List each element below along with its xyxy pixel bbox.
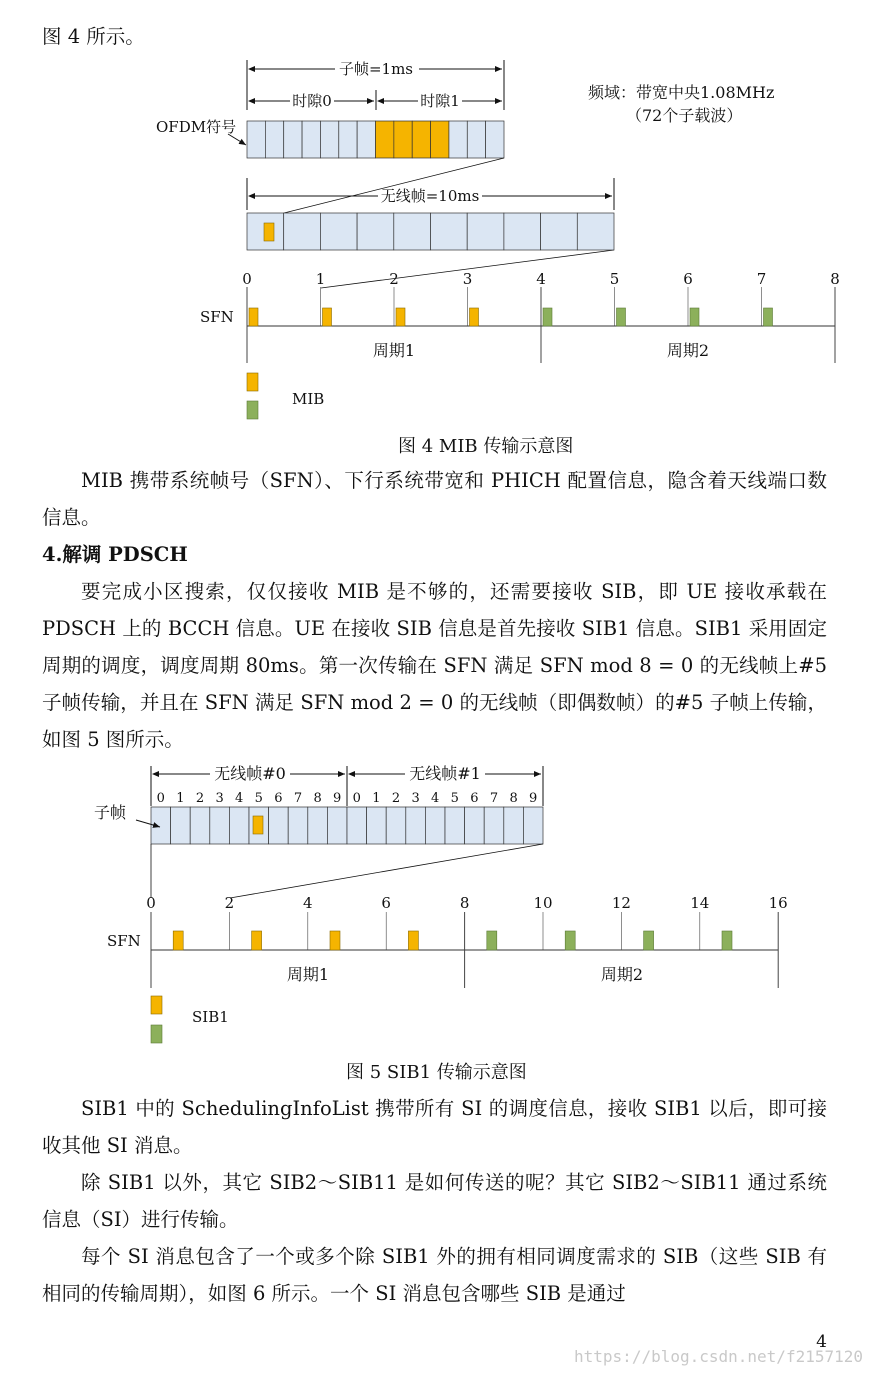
- ofdm-label: OFDM符号: [156, 118, 237, 136]
- subframe-label: 子帧: [94, 803, 127, 822]
- sfn5-block: [408, 931, 418, 950]
- subframe-cell: [504, 213, 541, 250]
- watermark: https://blog.csdn.net/f2157120: [574, 1347, 863, 1366]
- period2-label: 周期2: [666, 341, 710, 360]
- ofdm-symbol: [284, 121, 302, 158]
- subframe-index: 9: [333, 791, 342, 806]
- subframe-cell: [484, 807, 504, 844]
- sfn-tick-label: 8: [830, 270, 840, 288]
- subframe-index: 4: [431, 791, 440, 806]
- subframe-index: 4: [235, 791, 244, 806]
- ofdm-symbol: [376, 121, 394, 158]
- ofdm-symbol: [431, 121, 449, 158]
- period1-label: 周期1: [372, 341, 416, 360]
- subframe-cell: [347, 807, 367, 844]
- sfn5-tick-label: 16: [768, 894, 788, 912]
- ofdm-symbol: [302, 121, 320, 158]
- subframe-cell: [284, 213, 321, 250]
- sfn5-block: [722, 931, 732, 950]
- subframe-cell: [190, 807, 210, 844]
- sfn-tick-label: 7: [756, 270, 767, 288]
- subframe-index: 0: [156, 791, 165, 806]
- sfn-tick-label: 0: [242, 270, 252, 288]
- period1-5-label: 周期1: [286, 965, 330, 984]
- subframe-index: 6: [470, 791, 479, 806]
- sfn-tick-label: 2: [389, 270, 399, 288]
- sfn-block: [543, 308, 552, 326]
- subframe-index: 1: [372, 791, 381, 806]
- subframe-cell: [386, 807, 406, 844]
- subframe-cell: [327, 807, 347, 844]
- ofdm-symbol: [449, 121, 467, 158]
- sfn5-block: [330, 931, 340, 950]
- subframe-cell: [210, 807, 230, 844]
- subframe-cell: [431, 213, 468, 250]
- ofdm-symbol: [412, 121, 430, 158]
- legend-orange: [247, 373, 258, 391]
- subframe-cell: [445, 807, 465, 844]
- subframe-cell: [504, 807, 524, 844]
- subframe-index: 2: [391, 791, 401, 806]
- paragraph-2: 要完成小区搜索，仅仅接收 MIB 是不够的，还需要接收 SIB，即 UE 接收承载在 PDSCH 上的 BCCH 信息。UE 在接收 SIB 信息是首先接收 SIB1 信息。SIB1 采用固定周期的调度，调度周期 80ms。第一次传输在 SFN 满足 SFN mod 8 = 0 的无线帧上#5 子帧传输，并且在 SFN 满足 SFN mod 2 = 0 的无线帧（即偶数帧）的#5 子帧上传输，如图 5 图所示。: [42, 580, 827, 751]
- sfn5-block: [487, 931, 497, 950]
- subframe-index: 2: [195, 791, 205, 806]
- section-heading: 4.解调 PDSCH: [42, 543, 188, 566]
- subframe-index: 0: [352, 791, 361, 806]
- sfn-block: [396, 308, 405, 326]
- sfn5-block: [252, 931, 262, 950]
- sfn-tick-label: 4: [536, 270, 546, 288]
- legend-mib: MIB: [292, 390, 325, 408]
- figure-4: [0, 50, 873, 470]
- subframe-index: 7: [293, 791, 303, 806]
- subframe-cell: [406, 807, 426, 844]
- paragraph-5: 每个 SI 消息包含了一个或多个除 SIB1 外的拥有相同调度需求的 SIB（这些 SIB 有相同的传输周期），如图 6 所示。一个 SI 消息包含哪些 SIB 是通过: [42, 1245, 827, 1305]
- subframe-index: 5: [450, 791, 459, 806]
- sfn5-block: [644, 931, 654, 950]
- subframe-cell: [465, 807, 485, 844]
- subframe-index: 8: [313, 791, 322, 806]
- subframe-cell: [394, 213, 431, 250]
- ofdm-symbol: [339, 121, 357, 158]
- slot1-label: 时隙1: [420, 92, 460, 110]
- freq-line2: （72个子载波）: [626, 106, 743, 125]
- radio-frame-row: [247, 213, 614, 250]
- ofdm-symbol: [394, 121, 412, 158]
- ofdm-symbol: [247, 121, 265, 158]
- sfn-block: [323, 308, 332, 326]
- ofdm-symbol: [357, 121, 375, 158]
- sfn-tick-label: 3: [462, 270, 473, 288]
- subframe-index: 7: [489, 791, 499, 806]
- sfn5-tick-label: 14: [690, 894, 710, 912]
- sfn-tick-label: 5: [609, 270, 620, 288]
- figure-5: [0, 760, 873, 1060]
- page-number: 4: [816, 1332, 827, 1352]
- subframe-cell: [523, 807, 543, 844]
- ofdm-symbol: [486, 121, 504, 158]
- subframe-cell: [229, 807, 249, 844]
- paragraph-1: MIB 携带系统帧号（SFN）、下行系统带宽和 PHICH 配置信息，隐含着天线端口数信息。: [42, 469, 827, 529]
- sfn5-tick-label: 0: [146, 894, 156, 912]
- sfn-label: SFN: [200, 308, 234, 326]
- period2-5-label: 周期2: [600, 965, 644, 984]
- sfn-tick-label: 6: [683, 270, 693, 288]
- subframe-index: 1: [176, 791, 185, 806]
- freq-line1: 频域：带宽中央1.08MHz: [588, 83, 775, 102]
- subframe-index: 8: [509, 791, 518, 806]
- sfn-block: [470, 308, 479, 326]
- subframe-cell: [357, 213, 394, 250]
- legend5-orange: [151, 996, 162, 1014]
- subframe-index: 6: [274, 791, 283, 806]
- sfn5-block: [565, 931, 575, 950]
- frame0-label: 无线帧#0: [214, 764, 286, 783]
- subframe-cell: [425, 807, 445, 844]
- subframe-cell: [269, 807, 289, 844]
- fig5-caption: 图 5 SIB1 传输示意图: [346, 1062, 527, 1083]
- paragraph-4: 除 SIB1 以外，其它 SIB2～SIB11 是如何传送的呢？其它 SIB2～SIB11 通过系统信息（SI）进行传输。: [42, 1171, 827, 1231]
- ofdm-symbol: [320, 121, 338, 158]
- legend-sib1: SIB1: [192, 1008, 229, 1026]
- subframe-cell: [467, 213, 504, 250]
- subframe-row: [151, 807, 543, 844]
- subframe-cell: [320, 213, 357, 250]
- subframe-index: 5: [254, 791, 263, 806]
- sfn5-tick-label: 2: [224, 894, 235, 912]
- slot0-label: 时隙0: [292, 92, 332, 110]
- ofdm-symbol: [467, 121, 485, 158]
- sfn5-tick-label: 12: [611, 894, 631, 912]
- sfn-block: [249, 308, 258, 326]
- top-text: 图 4 所示。: [42, 25, 145, 48]
- frame1-label: 无线帧#1: [409, 764, 481, 783]
- sfn5-block: [173, 931, 183, 950]
- sfn-block: [690, 308, 699, 326]
- ofdm-symbol-row: [247, 121, 504, 158]
- subframe-index: 3: [215, 791, 224, 806]
- sfn5-tick-label: 10: [533, 894, 553, 912]
- legend5-green: [151, 1025, 162, 1043]
- sfn-tick-label: 1: [315, 270, 326, 288]
- sfn5-tick-label: 4: [303, 894, 313, 912]
- mib-block: [264, 223, 274, 241]
- fig4-caption: 图 4 MIB 传输示意图: [398, 436, 574, 457]
- subframe-cell: [288, 807, 308, 844]
- subframe-cell: [541, 213, 578, 250]
- paragraph-3: SIB1 中的 SchedulingInfoList 携带所有 SI 的调度信息，接收 SIB1 以后，即可接收其他 SI 消息。: [42, 1097, 827, 1157]
- sfn5-tick-label: 6: [381, 894, 391, 912]
- subframe-index: 3: [411, 791, 420, 806]
- sfn5-tick-label: 8: [459, 894, 470, 912]
- sfn-block: [617, 308, 626, 326]
- legend-green: [247, 401, 258, 419]
- subframe-index: 9: [529, 791, 538, 806]
- radio-frame-dim-label: 无线帧=10ms: [380, 187, 480, 205]
- sfn-block: [764, 308, 773, 326]
- sfn5-label: SFN: [107, 932, 141, 950]
- ofdm-symbol: [265, 121, 283, 158]
- subframe-dim-label: 子帧=1ms: [338, 60, 414, 78]
- sib1-block: [253, 816, 263, 834]
- subframe-cell: [577, 213, 614, 250]
- subframe-cell: [367, 807, 387, 844]
- subframe-cell: [171, 807, 191, 844]
- subframe-cell: [308, 807, 328, 844]
